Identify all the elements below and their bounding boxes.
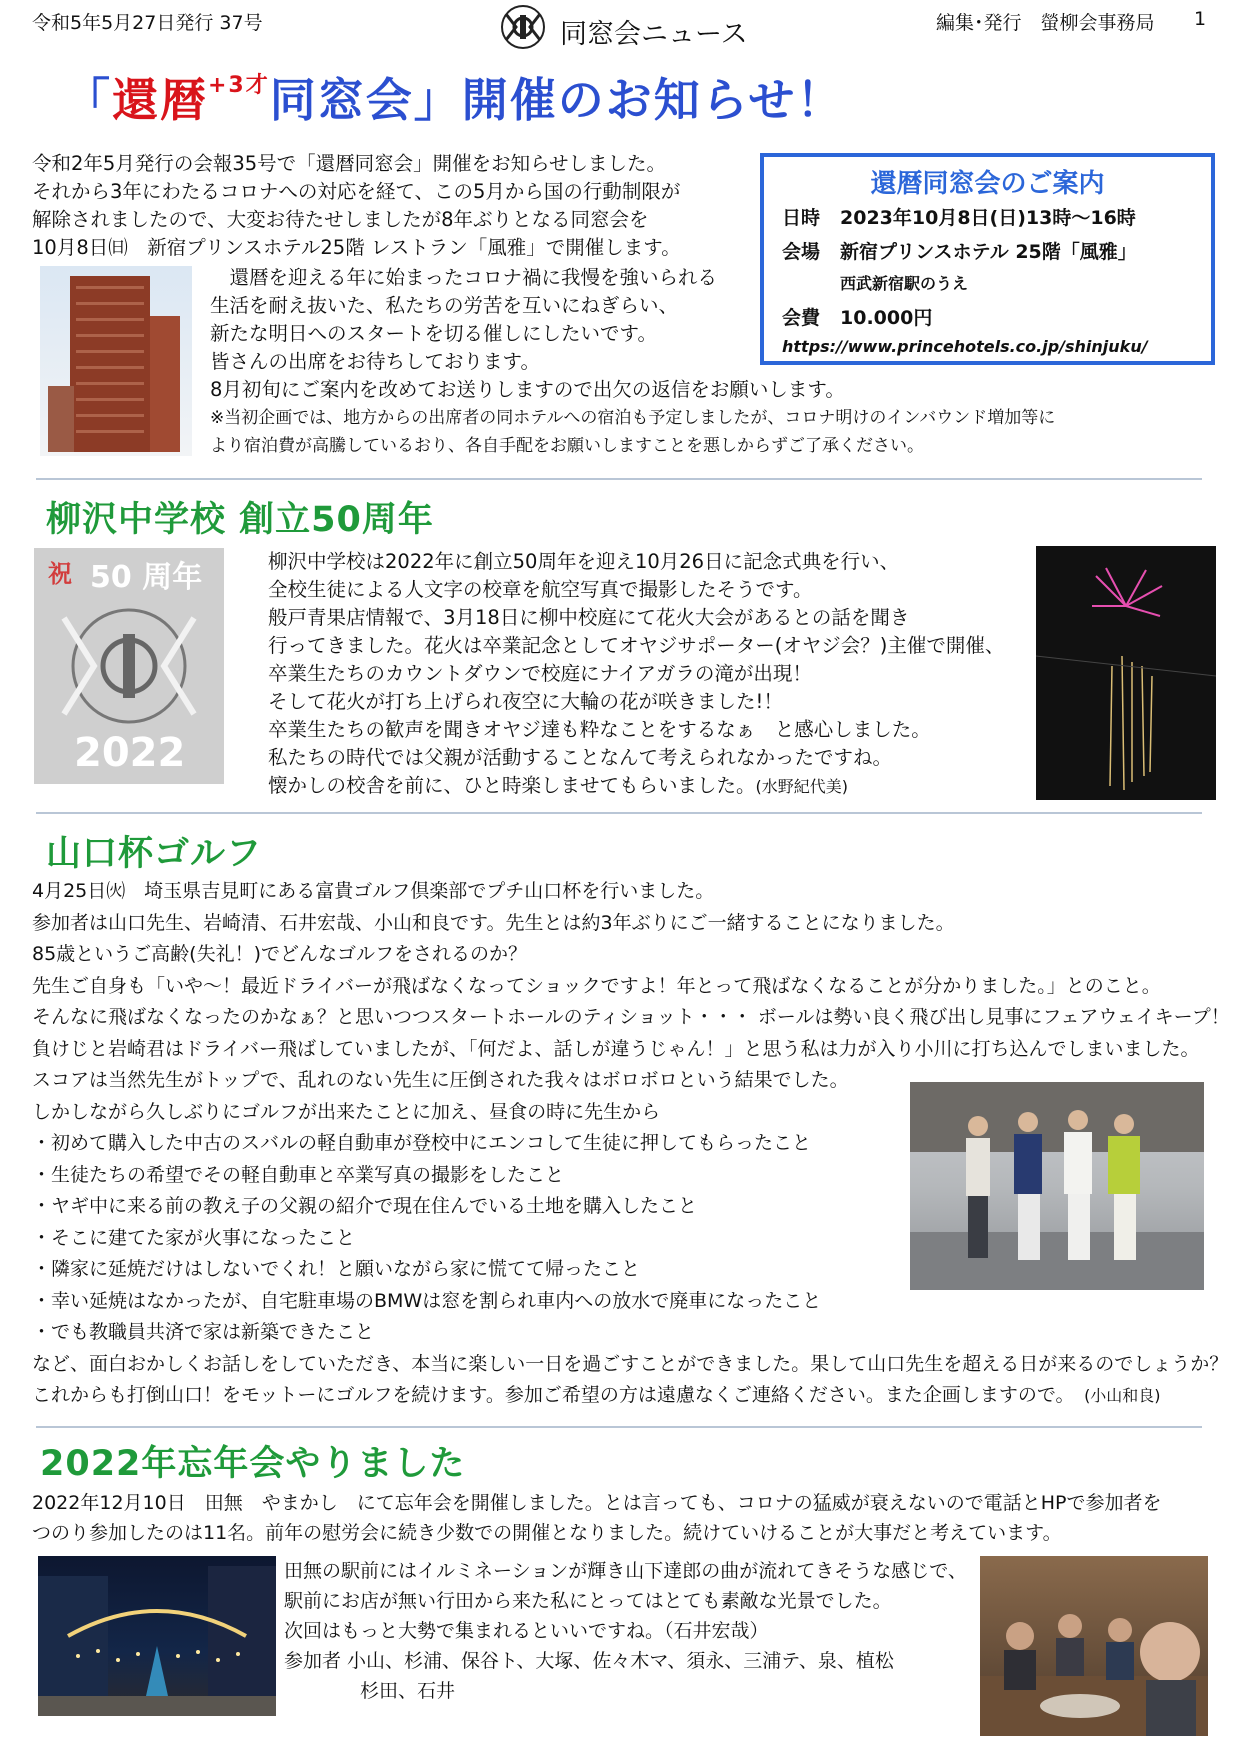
anniversary-line: 私たちの時代では父親が活動することなんて考えられなかったですね。 bbox=[268, 746, 893, 769]
anniversary-line: 卒業生たちのカウントダウンで校庭にナイアガラの滝が出現！ bbox=[268, 662, 812, 685]
golf-line: 先生ご自身も「いや～！最近ドライバーが飛ばなくなってショックですよ！年とって飛ばなくなることが分かりました。」とのこと。 bbox=[32, 974, 1161, 997]
venue-value: 新宿プリンスホテル 25階「風雅」 bbox=[840, 241, 1137, 263]
golf-line: スコアは当然先生がトップで、乱れのない先生に圧倒された我々はボロボロという結果でした。 bbox=[32, 1069, 849, 1091]
section-title-bonenkai: 2022年忘年会やりました bbox=[40, 1444, 466, 1484]
headline bbox=[64, 64, 844, 134]
intro-line: それから3年にわたるコロナへの対応を経て、この5月から国の行動制限が bbox=[32, 180, 681, 203]
venue-sub: 西武新宿駅のうえ bbox=[840, 274, 969, 293]
page-number: 1 bbox=[1194, 8, 1207, 30]
anniversary-line: 行ってきました。花火は卒業記念としてオヤジサポーター(オヤジ会？)主催で開催、 bbox=[268, 634, 1005, 657]
fireworks-photo bbox=[1036, 546, 1216, 800]
intro-line: 新たな明日へのスタートを切る催しにしたいです。 bbox=[210, 322, 657, 345]
badge-year: 2022 bbox=[74, 730, 186, 776]
anniversary-signature: (水野紀代美) bbox=[755, 777, 849, 796]
school-emblem-icon bbox=[500, 4, 546, 50]
bonenkai-paragraph-2 bbox=[284, 1556, 967, 1706]
golf-line: 参加者は山口先生、岩崎清、石井宏哉、小山和良です。先生とは約3年ぶりにご一緒することになりました。 bbox=[32, 911, 955, 934]
fee-value: 10.000円 bbox=[840, 307, 933, 329]
golf-line: ・幸い延焼はなかったが、自宅駐車場のBMWは窓を割られ車内への放水で廃車になったこと bbox=[32, 1289, 822, 1312]
anniversary-line: 般戸青果店情報で、3月18日に柳中校庭にて花火大会があるとの話を聞き bbox=[268, 606, 910, 629]
anniversary-line: 卒業生たちの歓声を聞きオヤジ達も粋なことをするなぁ と感心しました。 bbox=[268, 718, 931, 741]
intro-line: 令和2年5月発行の会報35号で「還暦同窓会」開催をお知らせしました。 bbox=[32, 152, 667, 175]
event-date bbox=[782, 203, 1136, 230]
intro-note-line: より宿泊費が高騰しているおり、各自手配をお願いしますことを悪しからずご了承ください。 bbox=[210, 436, 924, 456]
date-label: 日時 bbox=[782, 207, 821, 229]
intro-note-line: ※当初企画では、地方からの出席者の同ホテルへの宿泊も予定しましたが、コロナ明けのインバウンド増加等に bbox=[210, 408, 1056, 428]
intro-paragraph bbox=[32, 150, 681, 262]
golf-line: 負けじと岩崎君はドライバー飛ばしていましたが、「何だよ、話しが違うじゃん！」と思う私は力が入り小川に打ち込んでしまいました。 bbox=[32, 1037, 1200, 1060]
section-title-golf: 山口杯ゴルフ bbox=[46, 834, 263, 874]
event-info-box bbox=[760, 153, 1215, 365]
golf-line: しかしながら久しぶりにゴルフが出来たことに加え、昼食の時に先生から bbox=[32, 1100, 661, 1123]
intro-line: 皆さんの出席をお待ちしております。 bbox=[210, 350, 540, 373]
bonenkai-selfie-photo bbox=[980, 1556, 1208, 1736]
anniversary-line: そして花火が打ち上げられ夜空に大輪の花が咲きました!！ bbox=[268, 690, 783, 713]
intro-line: 解除されましたので、大変お待たせしましたが8年ぶりとなる同窓会を bbox=[32, 208, 649, 231]
fee-label: 会費 bbox=[782, 307, 821, 329]
illumination-photo bbox=[38, 1556, 276, 1716]
bonenkai-line: 駅前にお店が無い行田から来た私にとってはとても素敵な光景でした。 bbox=[284, 1590, 892, 1612]
headline-open: 「 bbox=[64, 73, 112, 127]
intro-line: 10月8日㈰ 新宿プリンスホテル25階 レストラン「風雅」で開催します。 bbox=[32, 236, 681, 259]
anniversary-last-line: 懐かしの校舎を前に、ひと時楽しませてもらいました。 bbox=[268, 774, 756, 797]
divider bbox=[36, 1426, 1202, 1428]
golf-group-photo bbox=[910, 1082, 1204, 1290]
anniversary-line: 柳沢中学校は2022年に創立50周年を迎え10月26日に記念式典を行い、 bbox=[268, 550, 900, 573]
golf-line: ・そこに建てた家が火事になったこと bbox=[32, 1226, 356, 1249]
headline-word1: 還暦 bbox=[112, 73, 208, 127]
bonenkai-line: 田無の駅前にはイルミネーションが輝き山下達郎の曲が流れてきそうな感じで、 bbox=[284, 1560, 967, 1582]
golf-last-line: これからも打倒山口！をモットーにゴルフを続けます。参加ご希望の方は遠慮なくご連絡ください。また企画しますので。 bbox=[32, 1384, 1066, 1406]
headline-rest: 」開催のお知らせ！ bbox=[413, 73, 845, 127]
intro-line: 還暦を迎える年に始まったコロナ禍に我慢を強いられる bbox=[210, 266, 718, 289]
anniversary-line: 全校生徒による人文字の校章を航空写真で撮影したそうです。 bbox=[268, 578, 813, 601]
golf-line bbox=[32, 1380, 1230, 1412]
event-venue bbox=[782, 237, 1137, 264]
badge-50th: 50 周年 bbox=[90, 560, 203, 595]
headline-superscript: +3才 bbox=[208, 72, 270, 98]
section-title-anniversary: 柳沢中学校 創立50周年 bbox=[46, 500, 434, 540]
anniversary-paragraph bbox=[268, 548, 1004, 800]
anniversary-aerial-photo bbox=[34, 548, 224, 784]
date-value: 2023年10月8日(日)13時～16時 bbox=[840, 207, 1136, 229]
anniversary-line bbox=[268, 772, 1004, 800]
newsletter-title: 同窓会ニュース bbox=[560, 19, 748, 50]
golf-line: など、面白おかしくお話しをしていただき、本当に楽しい一日を過ごすことができました。果して山口先生を超える日が来るのでしょうか？ bbox=[32, 1352, 1229, 1375]
divider bbox=[36, 478, 1202, 480]
golf-line: ・隣家に延焼だけはしないでくれ！と願いながら家に慌てて帰ったこと bbox=[32, 1258, 641, 1280]
golf-line: 85歳というご高齢(失礼！)でどんなゴルフをされるのか？ bbox=[32, 943, 528, 965]
hotel-url-link[interactable]: https://www.princehotels.co.jp/shinjuku/ bbox=[782, 337, 1148, 356]
golf-line: ・生徒たちの希望でその軽自動車と卒業写真の撮影をしたこと bbox=[32, 1163, 565, 1186]
bonenkai-line: つのり参加したのは11名。前年の慰労会に続き少数での開催となりました。続けていけることが大事だと考えています。 bbox=[32, 1522, 1062, 1544]
headline-word2: 同窓会 bbox=[269, 73, 414, 127]
golf-line: ・ヤギ中に来る前の教え子の父親の紹介で現在住んでいる土地を購入したこと bbox=[32, 1195, 698, 1217]
golf-line: 4月25日㈫ 埼玉県吉見町にある富貴ゴルフ倶楽部でプチ山口杯を行いました。 bbox=[32, 880, 715, 902]
hotel-photo bbox=[40, 266, 192, 456]
bonenkai-paragraph bbox=[32, 1488, 1161, 1548]
badge-celebrate: 祝 bbox=[48, 560, 72, 588]
golf-line: ・初めて購入した中古のスバルの軽自動車が登校中にエンコして生徒に押してもらったこと bbox=[32, 1132, 812, 1154]
intro-line: 8月初旬にご案内を改めてお送りしますので出欠の返信をお願いします。 bbox=[210, 378, 845, 401]
event-fee bbox=[782, 303, 932, 330]
participants-line: 杉田、石井 bbox=[284, 1680, 456, 1702]
event-info-title: 還暦同窓会のご案内 bbox=[870, 169, 1105, 199]
issue-date: 令和5年5月27日発行 37号 bbox=[32, 12, 263, 34]
divider bbox=[36, 812, 1202, 814]
bonenkai-line: 2022年12月10日 田無 やまかし にて忘年会を開催しました。とは言っても、コロナの猛威が衰えないので電話とHPで参加者を bbox=[32, 1492, 1162, 1514]
bonenkai-line: 次回はもっと大勢で集まれるといいですね。（石井宏哉） bbox=[284, 1620, 769, 1642]
golf-line: そんなに飛ばなくなったのかなぁ？と思いつつスタートホールのティショット・・・ ボールは勢い良く飛び出し見事にフェアウェイキープ！ bbox=[32, 1006, 1230, 1028]
participants-line: 参加者 小山、杉浦、保谷ト、大塚、佐々木マ、須永、三浦テ、泉、植松 bbox=[284, 1650, 894, 1672]
golf-line: ・でも教職員共済で家は新築できたこと bbox=[32, 1321, 375, 1343]
intro-line: 生活を耐え抜いた、私たちの労苦を互いにねぎらい、 bbox=[210, 294, 679, 317]
venue-label: 会場 bbox=[782, 241, 821, 263]
publisher: 編集･発行 螢柳会事務局 bbox=[936, 12, 1155, 34]
golf-signature: (小山和良) bbox=[1084, 1386, 1161, 1405]
